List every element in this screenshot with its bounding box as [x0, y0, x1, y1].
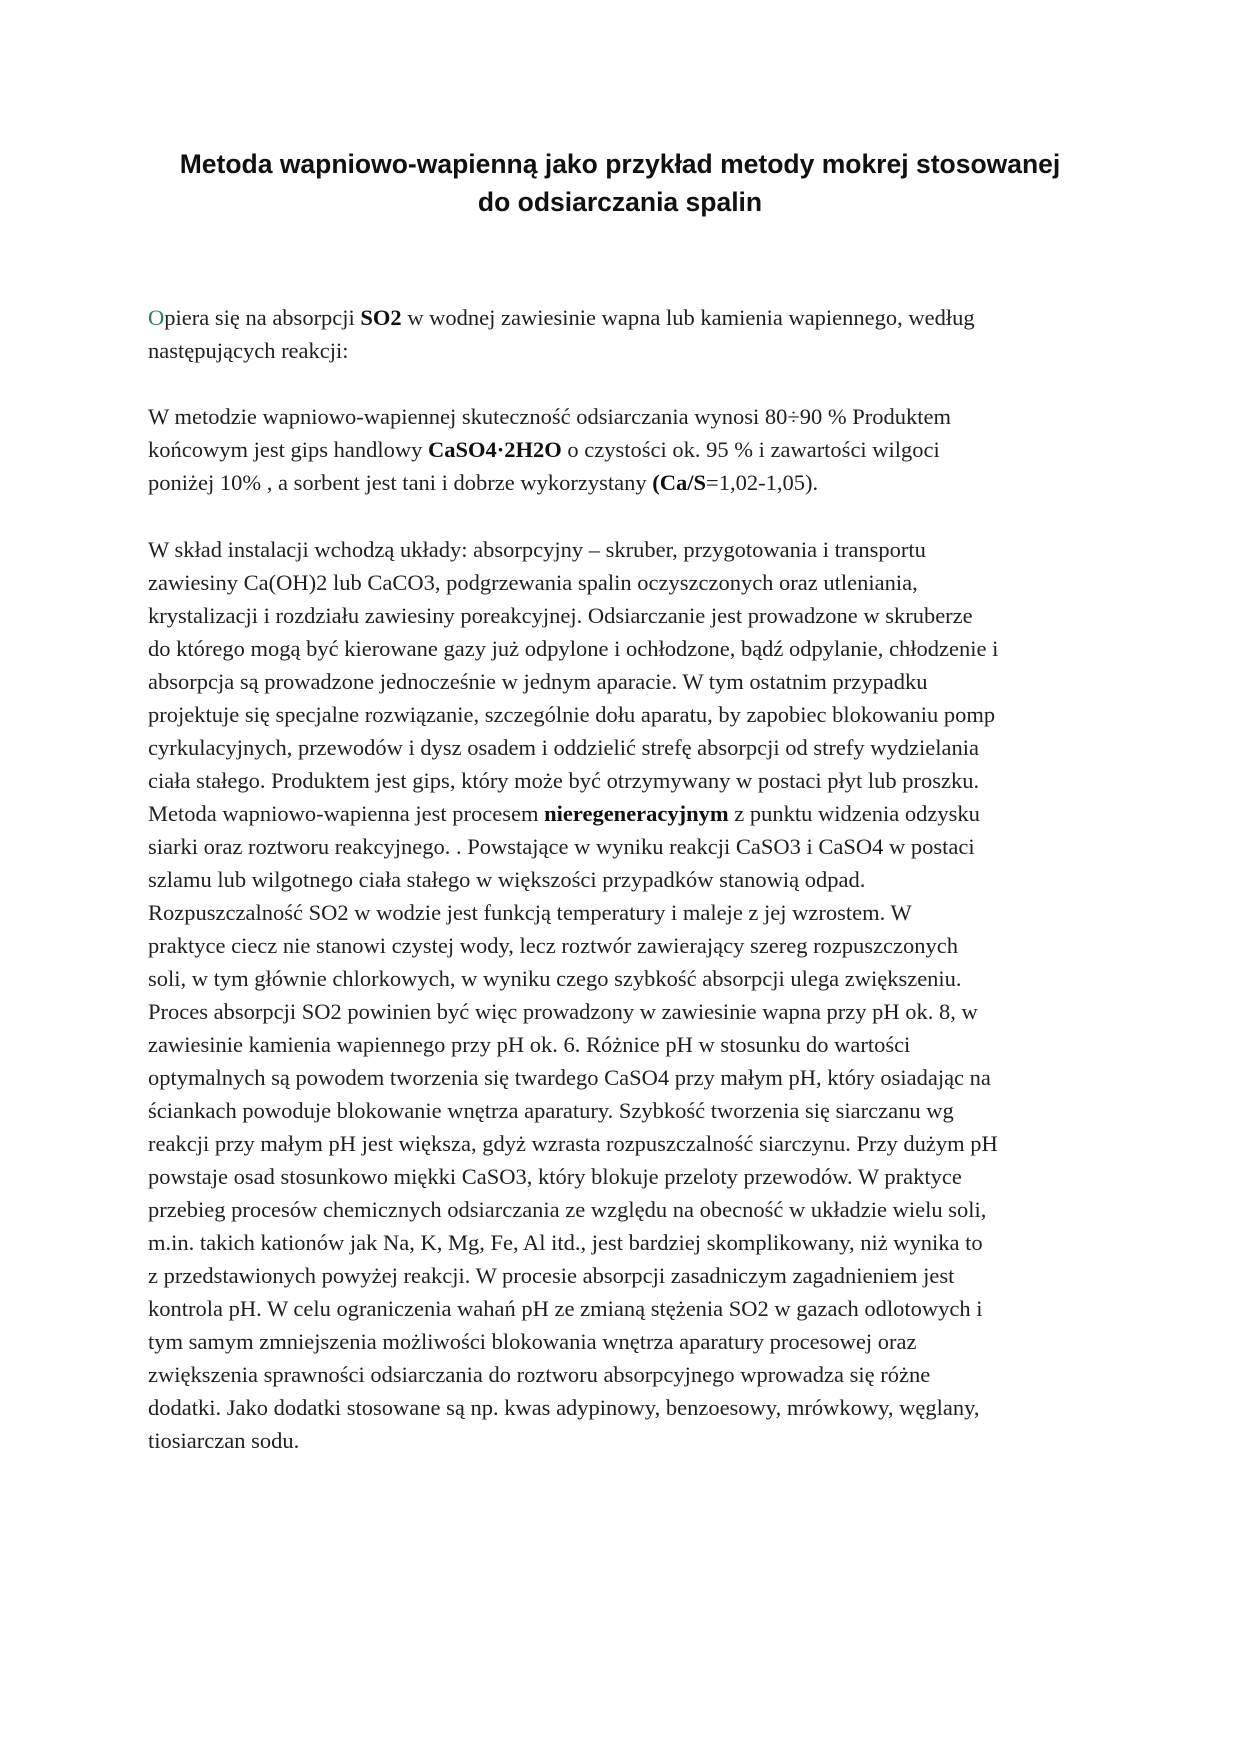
paragraph-line: absorpcja są prowadzone jednocześnie w jednym aparacie. W tym ostatnim przypadku	[148, 669, 928, 694]
bold-term: nieregeneracyjnym	[544, 801, 729, 826]
paragraph-line: następujących reakcji:	[148, 338, 349, 363]
paragraph-line: W skład instalacji wchodzą układy: absorpcyjny – skruber, przygotowania i transportu	[148, 537, 926, 562]
paragraph-installation	[148, 533, 1108, 1457]
paragraph-line: dodatki. Jako dodatki stosowane są np. kwas adypinowy, benzoesowy, mrówkowy, węglany,	[148, 1395, 980, 1420]
paragraph-line: tym samym zmniejszenia możliwości blokowania wnętrza aparatury procesowej oraz	[148, 1329, 917, 1354]
paragraph-line: optymalnych są powodem tworzenia się twardego CaSO4 przy małym pH, który osiadając na	[148, 1065, 991, 1090]
title-line-2: do odsiarczania spalin	[477, 187, 763, 217]
document-title	[100, 145, 1140, 221]
paragraph-line: zawiesiny Ca(OH)2 lub CaCO3, podgrzewania spalin oczyszczonych oraz utleniania,	[148, 570, 918, 595]
paragraph-line: ściankach powoduje blokowanie wnętrza aparatury. Szybkość tworzenia się siarczanu wg	[148, 1098, 954, 1123]
bold-term: SO2	[360, 305, 402, 330]
paragraph-line: W metodzie wapniowo-wapiennej skuteczność odsiarczania wynosi 80÷90 % Produktem	[148, 404, 951, 429]
paragraph-line: zwiększenia sprawności odsiarczania do roztworu absorpcyjnego wprowadza się różne	[148, 1362, 931, 1387]
paragraph-line: przebieg procesów chemicznych odsiarczania ze względu na obecność w układzie wielu soli,	[148, 1197, 987, 1222]
paragraph-line: Opiera się na absorpcji SO2 w wodnej zawiesinie wapna lub kamienia wapiennego, według	[148, 305, 975, 330]
paragraph-line: projektuje się specjalne rozwiązanie, szczególnie dołu aparatu, by zapobiec blokowaniu pomp	[148, 702, 996, 727]
accent-initial: O	[148, 305, 165, 330]
paragraph-line: Rozpuszczalność SO2 w wodzie jest funkcją temperatury i maleje z jej wzrostem. W	[148, 900, 912, 925]
paragraph-line: Metoda wapniowo-wapienna jest procesem nieregeneracyjnym z punktu widzenia odzysku	[148, 801, 980, 826]
paragraph-line: zawiesinie kamienia wapiennego przy pH ok. 6. Różnice pH w stosunku do wartości	[148, 1032, 911, 1057]
paragraph-line: siarki oraz roztworu reakcyjnego. . Powstające w wyniku reakcji CaSO3 i CaSO4 w postaci	[148, 834, 975, 859]
bold-term: (Ca/S	[652, 470, 707, 495]
paragraph-line: szlamu lub wilgotnego ciała stałego w większości przypadków stanowią odpad.	[148, 867, 866, 892]
paragraph-intro	[148, 301, 1108, 367]
paragraph-line: soli, w tym głównie chlorkowych, w wyniku czego szybkość absorpcji ulega zwiększeniu.	[148, 966, 962, 991]
paragraph-line: do którego mogą być kierowane gazy już odpylone i ochłodzone, bądź odpylanie, chłodzenie i	[148, 636, 999, 661]
paragraph-line: końcowym jest gips handlowy CaSO4·2H2O o czystości ok. 95 % i zawartości wilgoci	[148, 437, 940, 462]
paragraph-efficiency	[148, 400, 1108, 499]
paragraph-line: cyrkulacyjnych, przewodów i dysz osadem i oddzielić strefę absorpcji od strefy wydzielania	[148, 735, 979, 760]
paragraph-line: reakcji przy małym pH jest większa, gdyż wzrasta rozpuszczalność siarczynu. Przy dużym pH	[148, 1131, 998, 1156]
paragraph-line: ciała stałego. Produktem jest gips, który może być otrzymywany w postaci płyt lub proszku.	[148, 768, 980, 793]
bold-term: CaSO4·2H2O	[427, 437, 562, 462]
paragraph-line: z przedstawionych powyżej reakcji. W procesie absorpcji zasadniczym zagadnieniem jest	[148, 1263, 955, 1288]
paragraph-line: Proces absorpcji SO2 powinien być więc prowadzony w zawiesinie wapna przy pH ok. 8, w	[148, 999, 978, 1024]
paragraph-line: tiosiarczan sodu.	[148, 1428, 300, 1453]
paragraph-line: poniżej 10% , a sorbent jest tani i dobrze wykorzystany (Ca/S=1,02-1,05).	[148, 470, 819, 495]
paragraph-line: m.in. takich kationów jak Na, K, Mg, Fe, Al itd., jest bardziej skomplikowany, niż wynika to	[148, 1230, 983, 1255]
title-line-1: Metoda wapniowo-wapienną jako przykład metody mokrej stosowanej	[179, 149, 1061, 179]
paragraph-line: kontrola pH. W celu ograniczenia wahań pH ze zmianą stężenia SO2 w gazach odlotowych i	[148, 1296, 983, 1321]
paragraph-line: praktyce ciecz nie stanowi czystej wody, lecz roztwór zawierający szereg rozpuszczonych	[148, 933, 958, 958]
paragraph-line: powstaje osad stosunkowo miękki CaSO3, który blokuje przeloty przewodów. W praktyce	[148, 1164, 962, 1189]
paragraph-line: krystalizacji i rozdziału zawiesiny poreakcyjnej. Odsiarczanie jest prowadzone w skruberze	[148, 603, 973, 628]
